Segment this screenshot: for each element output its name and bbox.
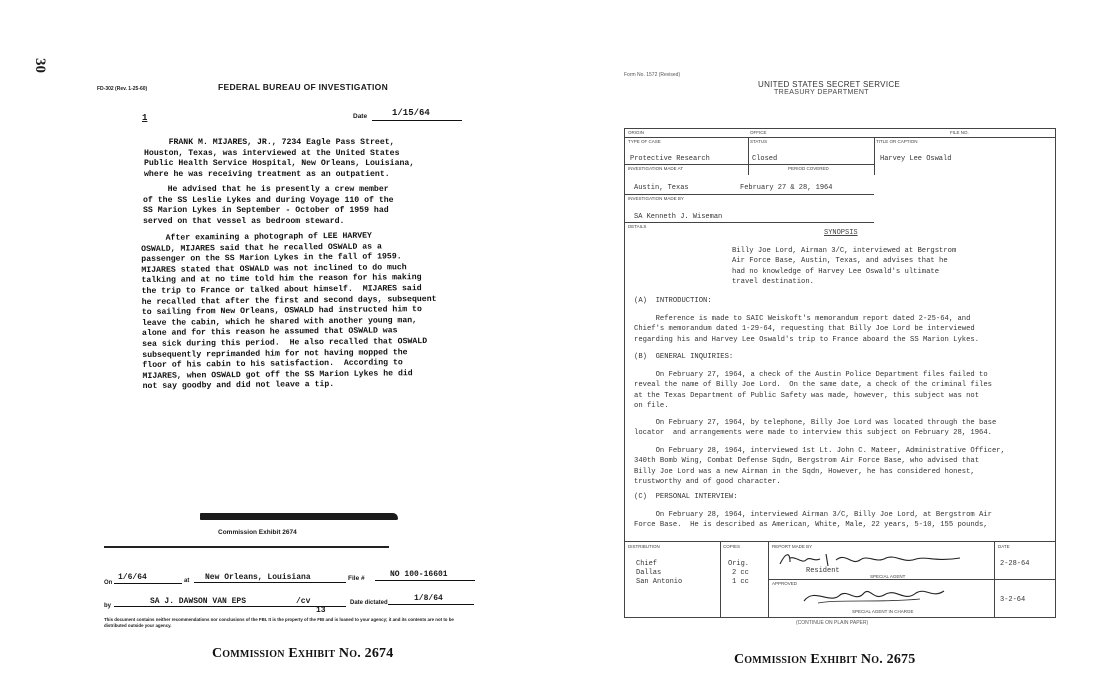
ss-section-a-para-1: Reference is made to SAIC Weiskoft's memorandum report dated 2-25-64, and Chief's memorandum dated 1-29-64, requesting that Billy Joe Lord be interviewed regarding his and Harvey Lee Oswald's trip to France aboard the SS Marion Lykes. (634, 315, 980, 344)
ss-footer-note: (CONTINUE ON PLAIN PAPER) (796, 620, 869, 626)
ss-made-at-label: INVESTIGATION MADE AT (628, 166, 684, 171)
ss-made-at-value: Austin, Texas (634, 184, 689, 192)
fbi-item-number: 1 (142, 113, 148, 123)
left-caption: Commission Exhibit No. 2674 (212, 646, 394, 661)
fbi-file-number: NO 100-16601 (390, 570, 448, 579)
ss-form-number: Form No. 1572 (Revised) (624, 72, 681, 78)
ss-section-b-para-1: On February 27, 1964, a check of the Austin Police Department files failed to reveal the name of Billy Joe Lord. On the same date, a check of the criminal files at the Texas Department of Public Safety was made, however, this subject was not on file. (634, 371, 992, 411)
fbi-sheet-number: 13 (316, 606, 326, 615)
ss-synopsis-heading: SYNOPSIS (824, 229, 858, 237)
fbi-by-label: by (104, 603, 112, 609)
fbi-form-number: FD-302 (Rev. 1-25-60) (97, 86, 148, 92)
fbi-date-label: Date (353, 113, 368, 120)
ss-origin-label: ORIGIN (628, 130, 645, 135)
ss-report-by-sig-label: SPECIAL AGENT (870, 574, 906, 579)
fbi-dictated-label: Date dictated (350, 600, 388, 606)
ss-title-value: Harvey Lee Oswald (880, 155, 952, 163)
fbi-agency-title: FEDERAL BUREAU OF INVESTIGATION (218, 82, 389, 92)
report-signature (776, 550, 966, 570)
ss-section-a-heading: (A) INTRODUCTION: (634, 297, 712, 305)
ss-status-value: Closed (752, 155, 778, 163)
ss-report-by-title: Resident (806, 567, 840, 575)
exhibit-stamp-text: Commission Exhibit 2674 (218, 529, 297, 536)
ss-approved-date: 3-2-64 (1000, 596, 1026, 604)
fbi-location: New Orleans, Louisiana (205, 573, 311, 582)
page-number: 30 (32, 58, 48, 73)
ss-approved-label: APPROVED (772, 581, 798, 586)
ss-made-by-value: SA Kenneth J. Wiseman (634, 213, 723, 221)
fbi-paragraph-2: He advised that he is presently a crew member of the SS Leslie Lykes and during Voyage 110 of the SS Marion Lykes in September - October of 1959 had served on that vessel as bedroom steward. (143, 185, 394, 226)
fbi-paragraph-3: After examining a photograph of LEE HARVEY OSWALD, MIJARES said that he recalled OSWALD as a passenger on the SS Marion Lykes in the fall of 1959. MIJARES stated that OSWALD was not inclined to do much talking and at no time told him the reason for his making the trip to France or talked about himself. MIJARES said he recalled that after the first and second days, subsequent to sailing from New Orleans, OSWALD had instructed him to leave the cabin, which he shared with another young man, alone and for this reason he assumed that OSWALD was sea sick during this period. He also recalled that OSWALD subsequently reprimanded him for not having mopped the floor of his cabin to his satisfaction. According to MIJARES, when OSWALD got off the SS Marion Lykes he did not say goodby and did not leave a tip. (141, 231, 437, 392)
right-caption: Commission Exhibit No. 2675 (734, 652, 916, 667)
ss-details-label: DETAILS (628, 224, 647, 229)
ss-period-value: February 27 & 28, 1964 (740, 184, 833, 192)
exhibit-stamp-line (104, 546, 389, 548)
ss-section-b-para-2: On February 27, 1964, by telephone, Billy Joe Lord was located through the base locator and arrangements were made to interview this subject on February 28, 1964. (634, 419, 997, 438)
ss-right-border (1055, 128, 1056, 618)
ss-copies-2: 2 cc (732, 569, 749, 577)
ss-copies-label: COPIES (723, 544, 741, 549)
ss-distribution-3: San Antonio (636, 578, 683, 586)
ss-copies-3: 1 cc (732, 578, 749, 586)
ss-office-label: OFFICE (750, 130, 767, 135)
fbi-at-label: at (184, 578, 190, 584)
ss-date-label: DATE (998, 544, 1010, 549)
ss-agency-line-1: UNITED STATES SECRET SERVICE (758, 80, 901, 89)
ss-distribution-2: Dallas (636, 569, 662, 577)
ss-section-b-heading: (B) GENERAL INQUIRIES: (634, 353, 734, 361)
ss-section-c-heading: (C) PERSONAL INTERVIEW: (634, 493, 738, 501)
ss-title-label: TITLE OR CAPTION (876, 139, 918, 144)
fbi-on-date: 1/6/64 (118, 573, 147, 582)
ss-distribution-1: Chief (636, 560, 658, 568)
ss-approved-sig-label: SPECIAL AGENT IN CHARGE (852, 609, 914, 614)
fbi-date: 1/15/64 (392, 108, 430, 118)
fbi-disclaimer: This document contains neither recommendations nor conclusions of the FBI. It is the property of the FBI and is loaned to your agency; it and its contents are not to be distributed outside your agency. (104, 617, 454, 628)
ss-section-b-para-3: On February 28, 1964, interviewed 1st Lt. John C. Mateer, Administrative Officer, 340th Bomb Wing, Combat Defense Sqdn, Bergstrom Air Force Base, who advised that Billy Joe Lord was a new Airman in the Sqdn, However, he has considered honest, trustworthy and of good character. (634, 447, 1005, 487)
ss-report-by-label: REPORT MADE BY (772, 544, 813, 549)
ss-status-label: STATUS (750, 139, 768, 144)
ss-section-c-para-1: On February 28, 1964, interviewed Airman 3/C, Billy Joe Lord, at Bergstrom Air Force Base. He is described as American, White, Male, 22 years, 5-10, 155 pounds, (634, 511, 992, 530)
ss-left-border (624, 128, 625, 618)
ss-type-label: TYPE OF CASE (628, 139, 661, 144)
ss-copies-1: Orig. (728, 560, 750, 568)
fbi-dictated-date: 1/8/64 (414, 594, 443, 603)
ss-synopsis: Billy Joe Lord, Airman 3/C, interviewed at Bergstrom Air Force Base, Austin, Texas, and advises that he had no knowledge of Harvey Lee Oswald's ultimate travel destination. (732, 247, 957, 287)
fbi-agent-initials: /cv (296, 597, 311, 606)
ss-file-label: FILE NO. (950, 130, 969, 135)
approved-signature (800, 583, 950, 607)
ss-distribution-label: DISTRIBUTION (628, 544, 660, 549)
ss-period-label: PERIOD COVERED (788, 166, 829, 171)
fbi-on-label: On (104, 580, 113, 586)
ss-type-value: Protective Research (630, 155, 710, 163)
ss-report-date: 2-28-64 (1000, 560, 1030, 568)
fbi-file-label: File # (348, 575, 365, 582)
ss-agency-line-2: TREASURY DEPARTMENT (774, 89, 869, 96)
fbi-agent-name: SA J. DAWSON VAN EPS (150, 597, 247, 606)
ss-made-by-label: INVESTIGATION MADE BY (628, 196, 684, 201)
fbi-paragraph-1: FRANK M. MIJARES, JR., 7234 Eagle Pass Street, Houston, Texas, was interviewed at the United States Public Health Service Hospital, New Orleans, Louisiana, where he was receiving treatment as an outpatient. (144, 138, 415, 179)
exhibit-stamp-bar (200, 513, 398, 520)
